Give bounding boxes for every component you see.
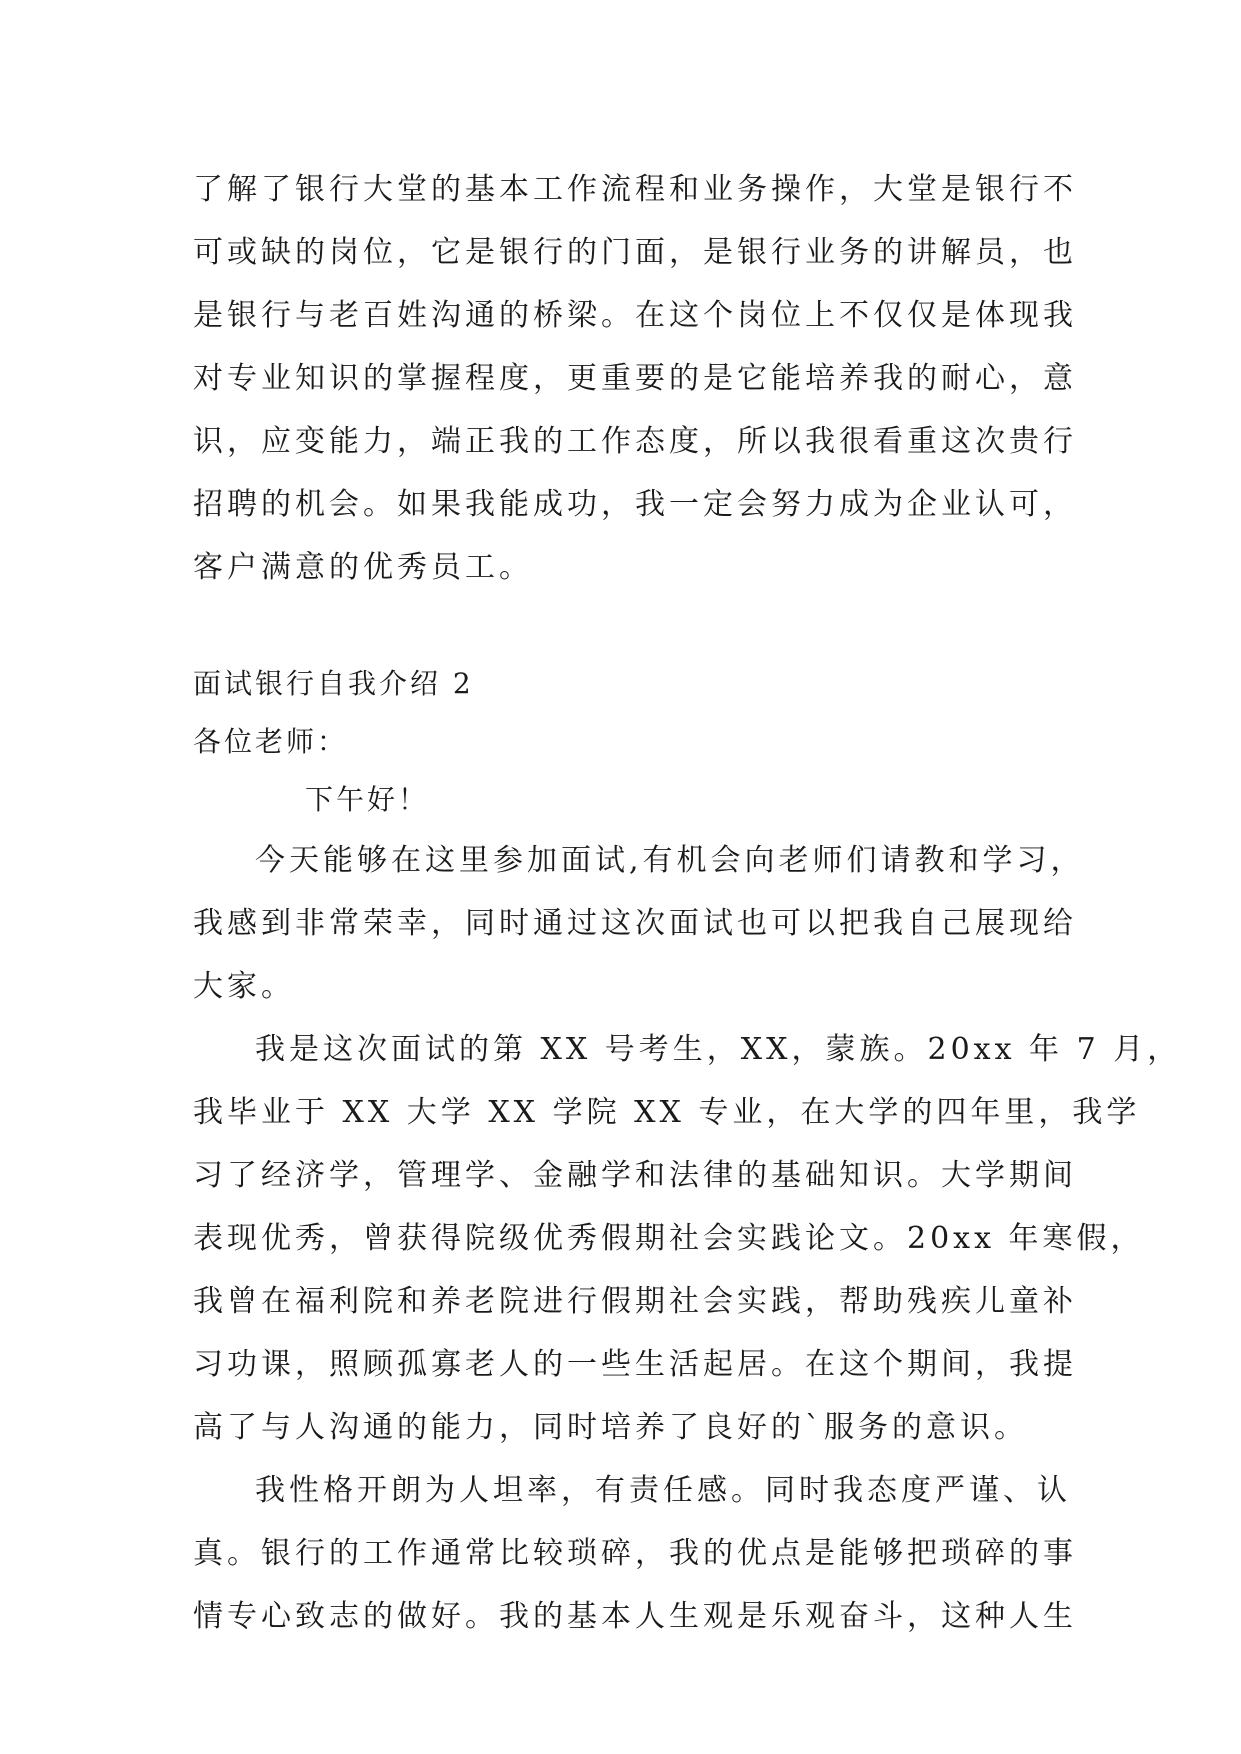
greeting: 下午好！ [305,783,430,816]
text-line: 客户满意的优秀员工。 [193,550,533,585]
text-line: 对专业知识的掌握程度，更重要的是它能培养我的耐心，意 [193,361,1077,396]
section-title: 面试银行自我介绍 2 [193,667,474,700]
document-page [193,158,1182,1648]
text-line: 识，应变能力，端正我的工作态度，所以我很看重这次贵行 [193,424,1077,459]
text-line: 我毕业于 XX 大学 XX 学院 XX 专业，在大学的四年里，我学 [193,1095,1141,1130]
text-line: 招聘的机会。如果我能成功，我一定会努力成为企业认可， [193,487,1077,522]
paragraph-3 [193,1459,1077,1648]
text-line: 我感到非常荣幸，同时通过这次面试也可以把我自己展现给 [193,906,1077,941]
text-line: 大家。 [193,969,295,1004]
text-line: 我曾在福利院和养老院进行假期社会实践，帮助残疾儿童补 [193,1284,1077,1319]
text-line: 高了与人沟通的能力，同时培养了良好的`服务的意识。 [193,1410,1028,1445]
text-line: 是银行与老百姓沟通的桥梁。在这个岗位上不仅仅是体现我 [193,298,1077,333]
text-line: 习了经济学，管理学、金融学和法律的基础知识。大学期间 [193,1158,1077,1193]
text-line: 可或缺的岗位，它是银行的门面，是银行业务的讲解员，也 [193,235,1077,270]
section1-paragraph [193,158,1077,599]
text-line: 表现优秀，曾获得院级优秀假期社会实践论文。20xx 年寒假， [193,1221,1145,1256]
paragraph-2 [193,1018,1182,1459]
spacer [193,599,1053,655]
text-line: 今天能够在这里参加面试,有机会向老师们请教和学习， [255,843,1085,878]
paragraph-1 [193,829,1085,1018]
text-line: 了解了银行大堂的基本工作流程和业务操作，大堂是银行不 [193,172,1077,207]
text-line: 习功课，照顾孤寡老人的一些生活起居。在这个期间，我提 [193,1347,1077,1382]
text-line: 我是这次面试的第 XX 号考生，XX，蒙族。20xx 年 7 月， [255,1032,1182,1067]
text-line: 真。银行的工作通常比较琐碎，我的优点是能够把琐碎的事 [193,1536,1077,1571]
text-line: 情专心致志的做好。我的基本人生观是乐观奋斗，这种人生 [193,1599,1077,1634]
text-line: 我性格开朗为人坦率，有责任感。同时我态度严谨、认 [255,1473,1071,1508]
salutation: 各位老师： [193,725,349,758]
